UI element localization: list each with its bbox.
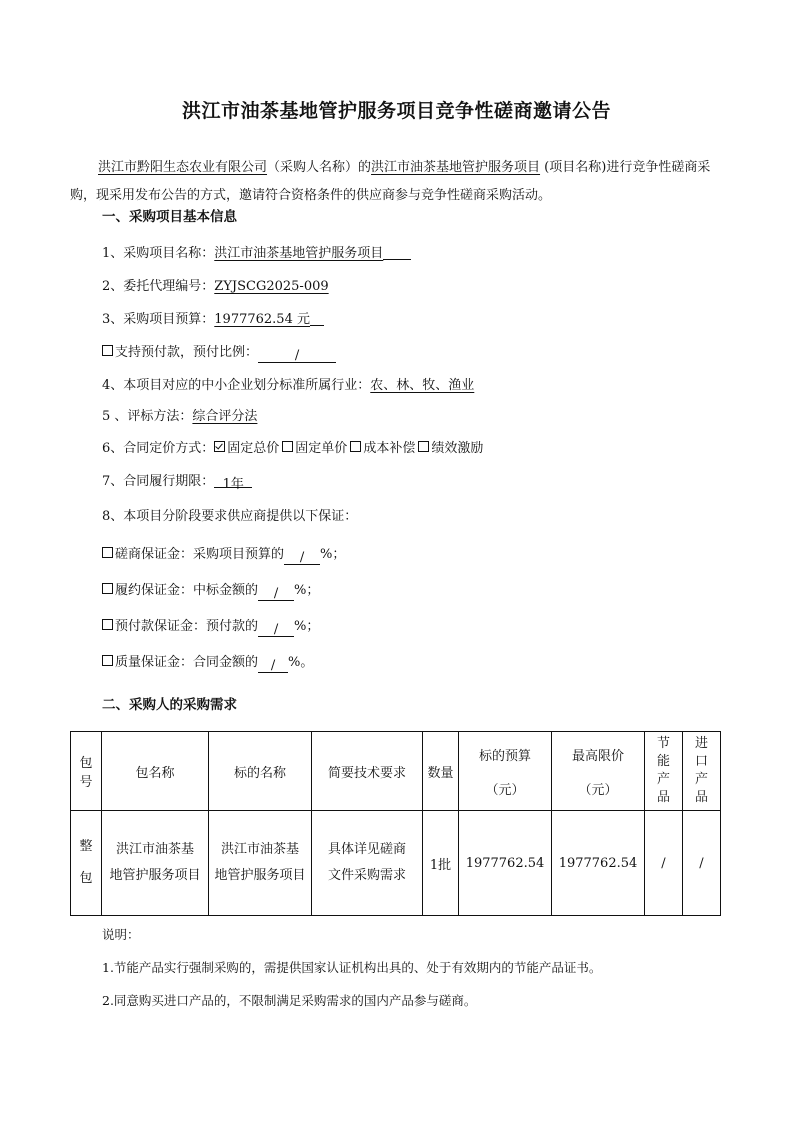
item7-label: 7、合同履行期限：: [102, 474, 215, 489]
item-eval-method: [102, 405, 257, 424]
prepay-label: 支持预付款，预付比例：: [115, 345, 259, 360]
item3-underline: [310, 311, 324, 326]
notes-label: 说明：: [102, 927, 140, 942]
item1-value: 洪江市油茶基地管护服务项目: [214, 246, 384, 261]
pricing-fixed-unit-checkbox[interactable]: [282, 441, 293, 452]
item6-label: 6、合同定价方式：: [102, 441, 215, 456]
guarantee-prepay: [102, 615, 319, 637]
guarantee-performance-unit: %；: [294, 583, 320, 598]
header-package-no: 包 号: [71, 732, 102, 811]
pricing-fixed-unit-label: 固定单价: [295, 441, 348, 456]
header-subject-name: 标的名称: [209, 732, 312, 811]
guarantee-prepay-checkbox[interactable]: [102, 619, 113, 630]
guarantee-bid-label: 磋商保证金：采购项目预算的: [115, 547, 285, 562]
guarantee-performance: [102, 579, 319, 601]
requirements-table: [70, 731, 721, 916]
guarantee-bid-unit: %；: [320, 547, 346, 562]
item-budget: [102, 308, 324, 327]
cell-tech-req: 具体详见磋商 文件采购需求: [312, 811, 423, 916]
header-package-name: 包名称: [102, 732, 209, 811]
item1-underline: [383, 245, 411, 260]
pricing-fixed-total-label: 固定总价: [227, 441, 280, 456]
cell-subject-name: 洪江市油茶基 地管护服务项目: [209, 811, 312, 916]
header-tech-req: 简要技术要求: [312, 732, 423, 811]
item3-label: 3、采购项目预算：: [102, 312, 215, 327]
prepay-checkbox[interactable]: [102, 345, 113, 356]
guarantee-quality-unit: %。: [288, 655, 314, 670]
item-term: [102, 470, 252, 492]
cell-package-no: 整 包: [71, 811, 102, 916]
pricing-cost-checkbox[interactable]: [350, 441, 361, 452]
item2-value: ZYJSCG2025-009: [214, 279, 329, 294]
guarantee-performance-label: 履约保证金：中标金额的: [115, 583, 259, 598]
buyer-suffix: （采购人名称）的: [267, 160, 372, 175]
note-energy-saving: 1.节能产品实行强制采购的，需提供国家认证机构出具的、处于有效期内的节能产品证书。: [102, 960, 602, 975]
header-budget: 标的预算 （元）: [459, 732, 552, 811]
buyer-name: 洪江市黔阳生态农业有限公司: [98, 160, 268, 175]
item-industry: [102, 374, 474, 393]
pricing-performance-label: 绩效激励: [431, 441, 484, 456]
guarantee-bid-checkbox[interactable]: [102, 547, 113, 558]
guarantee-quality: [102, 651, 313, 673]
guarantee-bid: [102, 543, 345, 565]
header-energy-saving: 节 能 产 品: [645, 732, 683, 811]
item-pricing: [102, 437, 483, 456]
pricing-fixed-total-checkbox[interactable]: [214, 441, 225, 452]
item5-value: 综合评分法: [192, 409, 258, 424]
guarantee-prepay-value: /: [258, 622, 294, 637]
table-row: [71, 811, 721, 916]
section2-heading: 二、采购人的采购需求: [102, 697, 237, 713]
item-guarantees: 8、本项目分阶段要求供应商提供以下保证：: [102, 509, 358, 524]
item-project-name: [102, 242, 411, 261]
pricing-cost-label: 成本补偿: [363, 441, 416, 456]
page-title: 洪江市油茶基地管护服务项目竞争性磋商邀请公告: [181, 100, 611, 122]
guarantee-quality-label: 质量保证金：合同金额的: [115, 655, 259, 670]
pricing-performance-checkbox[interactable]: [418, 441, 429, 452]
item4-value: 农、林、牧、渔业: [370, 378, 475, 393]
prepay-value: /: [258, 348, 336, 363]
section1-heading: 一、采购项目基本信息: [102, 209, 237, 225]
item7-value: 1年: [214, 473, 252, 488]
guarantee-quality-checkbox[interactable]: [102, 655, 113, 666]
header-quantity: 数量: [423, 732, 459, 811]
guarantee-performance-value: /: [258, 586, 294, 601]
guarantee-prepay-label: 预付款保证金：预付款的: [115, 619, 259, 634]
item3-value: 1977762.54 元: [214, 312, 310, 327]
item1-label: 1、采购项目名称：: [102, 246, 215, 261]
project-suffix: (项目名称)进行竞争性磋商采购，现采用发布公告的方式，邀请符合资格条件的供应商参与竞争性磋商采购活动。: [70, 160, 711, 203]
table-header-row: [71, 732, 721, 811]
header-imported: 进 口 产 品: [683, 732, 721, 811]
cell-quantity: 1批: [423, 811, 459, 916]
cell-energy-saving: /: [645, 811, 683, 916]
item2-label: 2、委托代理编号：: [102, 279, 215, 294]
cell-imported: /: [683, 811, 721, 916]
intro-paragraph: [70, 154, 725, 210]
item5-label: 5 、评标方法：: [102, 409, 193, 424]
guarantee-prepay-unit: %；: [294, 619, 320, 634]
note-imported: 2.同意购买进口产品的，不限制满足采购需求的国内产品参与磋商。: [102, 993, 477, 1008]
item-agency-code: [102, 275, 329, 294]
guarantee-performance-checkbox[interactable]: [102, 583, 113, 594]
guarantee-quality-value: /: [258, 658, 288, 673]
cell-budget: 1977762.54: [459, 811, 552, 916]
item4-label: 4、本项目对应的中小企业划分标准所属行业：: [102, 378, 371, 393]
item-prepay: [102, 341, 336, 363]
project-name: 洪江市油茶基地管护服务项目: [371, 160, 541, 175]
header-max-price: 最高限价 （元）: [552, 732, 645, 811]
guarantee-bid-value: /: [284, 550, 320, 565]
cell-package-name: 洪江市油茶基 地管护服务项目: [102, 811, 209, 916]
cell-max-price: 1977762.54: [552, 811, 645, 916]
